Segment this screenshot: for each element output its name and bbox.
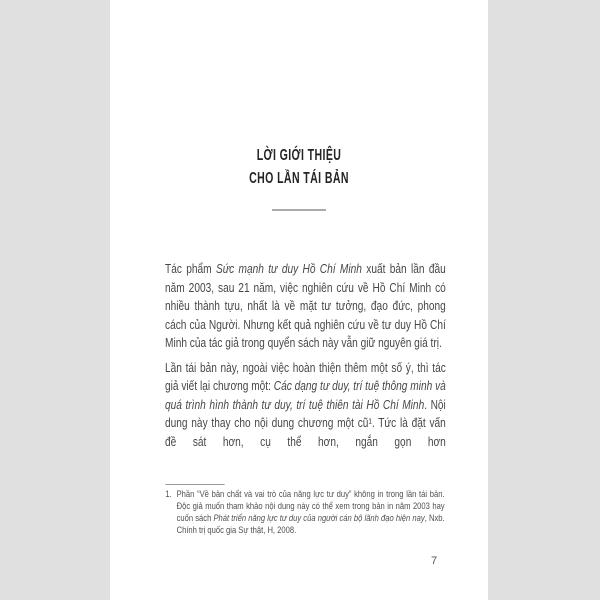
paragraph-1: Tác phẩm Sức mạnh tư duy Hồ Chí Minh xuất bản lần đầu năm 2003, sau 21 năm, việc nghiên cứu về Hồ Chí Minh có nhiều thành tựu, nhất là về mặt tư tưởng, đạo đức, phong cách của Người. Nhưng kết quả nghiên cứu về tư duy Hồ Chí Minh của tác giả trong quyển sách này vẫn giữ nguyên giá trị. (165, 261, 446, 350)
footnote-number: 1. (165, 489, 172, 500)
body-text (165, 260, 446, 451)
book-page (110, 0, 488, 600)
chapter-title-line-1: LỜI GIỚI THIỆU (256, 147, 342, 164)
page-number: 7 (430, 555, 438, 567)
title-divider (272, 209, 326, 211)
chapter-title (174, 144, 423, 190)
footnote-divider (165, 484, 224, 485)
paragraph-2: Lần tái bản này, ngoài việc hoàn thiện thêm một số ý, thì tác giả viết lại chương một: Các dạng tư duy, trí tuệ thông minh và quá trình hình thành tư duy, trí tuệ thiên tài Hồ Chí Minh. Nội dung này thay cho nội dung chương một cũ¹. Tức là đặt vấn đề sát hơn, cụ thể hơn, ngắn gọn hơn (165, 359, 446, 449)
footnote-text: Phần “Về bản chất và vai trò của năng lực tư duy” không in trong lần tái bản. Độc giả muốn tham khảo nội dung này có thể xem trong bản in năm 2003 hay cuốn sách Phát triển năng lực tư duy của người cán bộ lãnh đạo hiện nay, Nxb. Chính trị quốc gia Sự thật, H, 2008. (176, 489, 445, 536)
footnote-row (163, 489, 445, 537)
chapter-title-line-2: CHO LẦN TÁI BẢN (249, 170, 349, 187)
footnote (163, 484, 445, 537)
